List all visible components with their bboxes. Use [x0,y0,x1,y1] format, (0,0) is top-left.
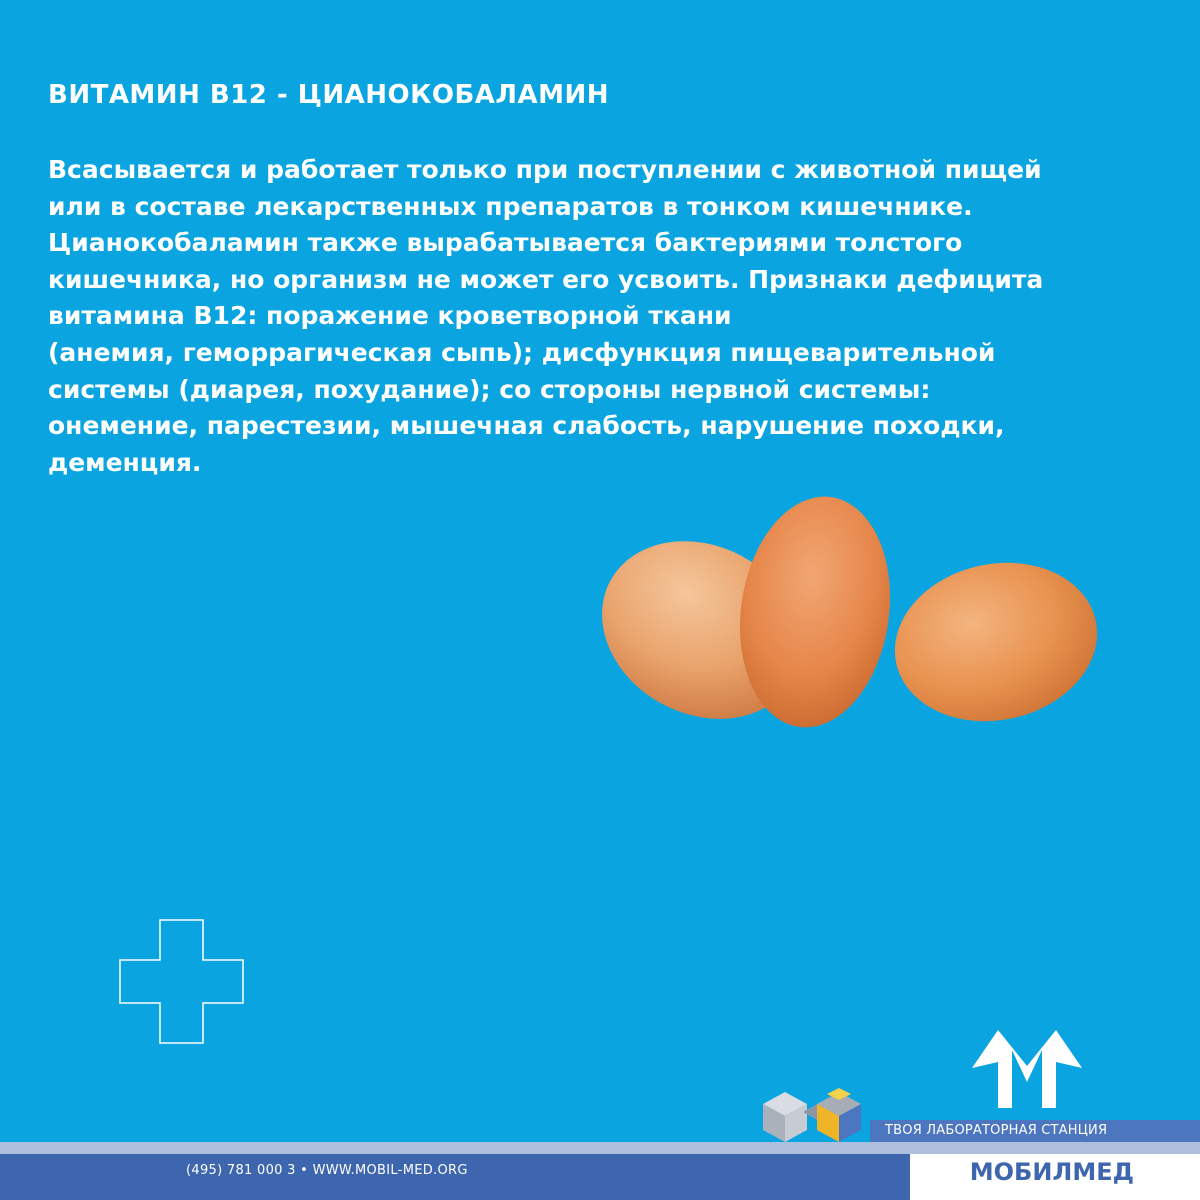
cubes-logo-icon [755,1086,870,1148]
plus-outline-icon [119,919,244,1044]
body-line: или в составе лекарственных препаратов в тонком кишечнике. [48,191,973,221]
body-line: кишечника, но организм не может его усвоить. Признаки дефицита [48,264,1044,294]
brand-name: МОБИЛМЕД [969,1158,1134,1186]
body-line: онемение, парестезии, мышечная слабость, нарушение походки, [48,411,1005,441]
body-line: Всасывается и работает только при поступлении с животной пищей [48,155,1042,184]
body-line: деменция. [48,447,202,477]
body-line: системы (диарея, похудание); со стороны нервной системы: [48,374,931,404]
tagline: ТВОЯ ЛАБОРАТОРНАЯ СТАНЦИЯ [885,1123,1108,1138]
mobilmed-logo-icon [968,1028,1086,1108]
body-text [48,152,1043,481]
eggs-illustration [590,490,1110,750]
footer-contacts: (495) 781 000 3 • WWW.MOBIL-MED.ORG [186,1163,468,1178]
page-title: ВИТАМИН B12 - ЦИАНОКОБАЛАМИН [48,80,610,110]
body-line: витамина B12: поражение кроветворной ткани [48,301,732,331]
body-line: (анемия, геморрагическая сыпь); дисфункция пищеварительной [48,337,996,367]
body-line: Цианокобаламин также вырабатывается бактериями толстого [48,228,963,258]
egg-right [880,544,1110,739]
